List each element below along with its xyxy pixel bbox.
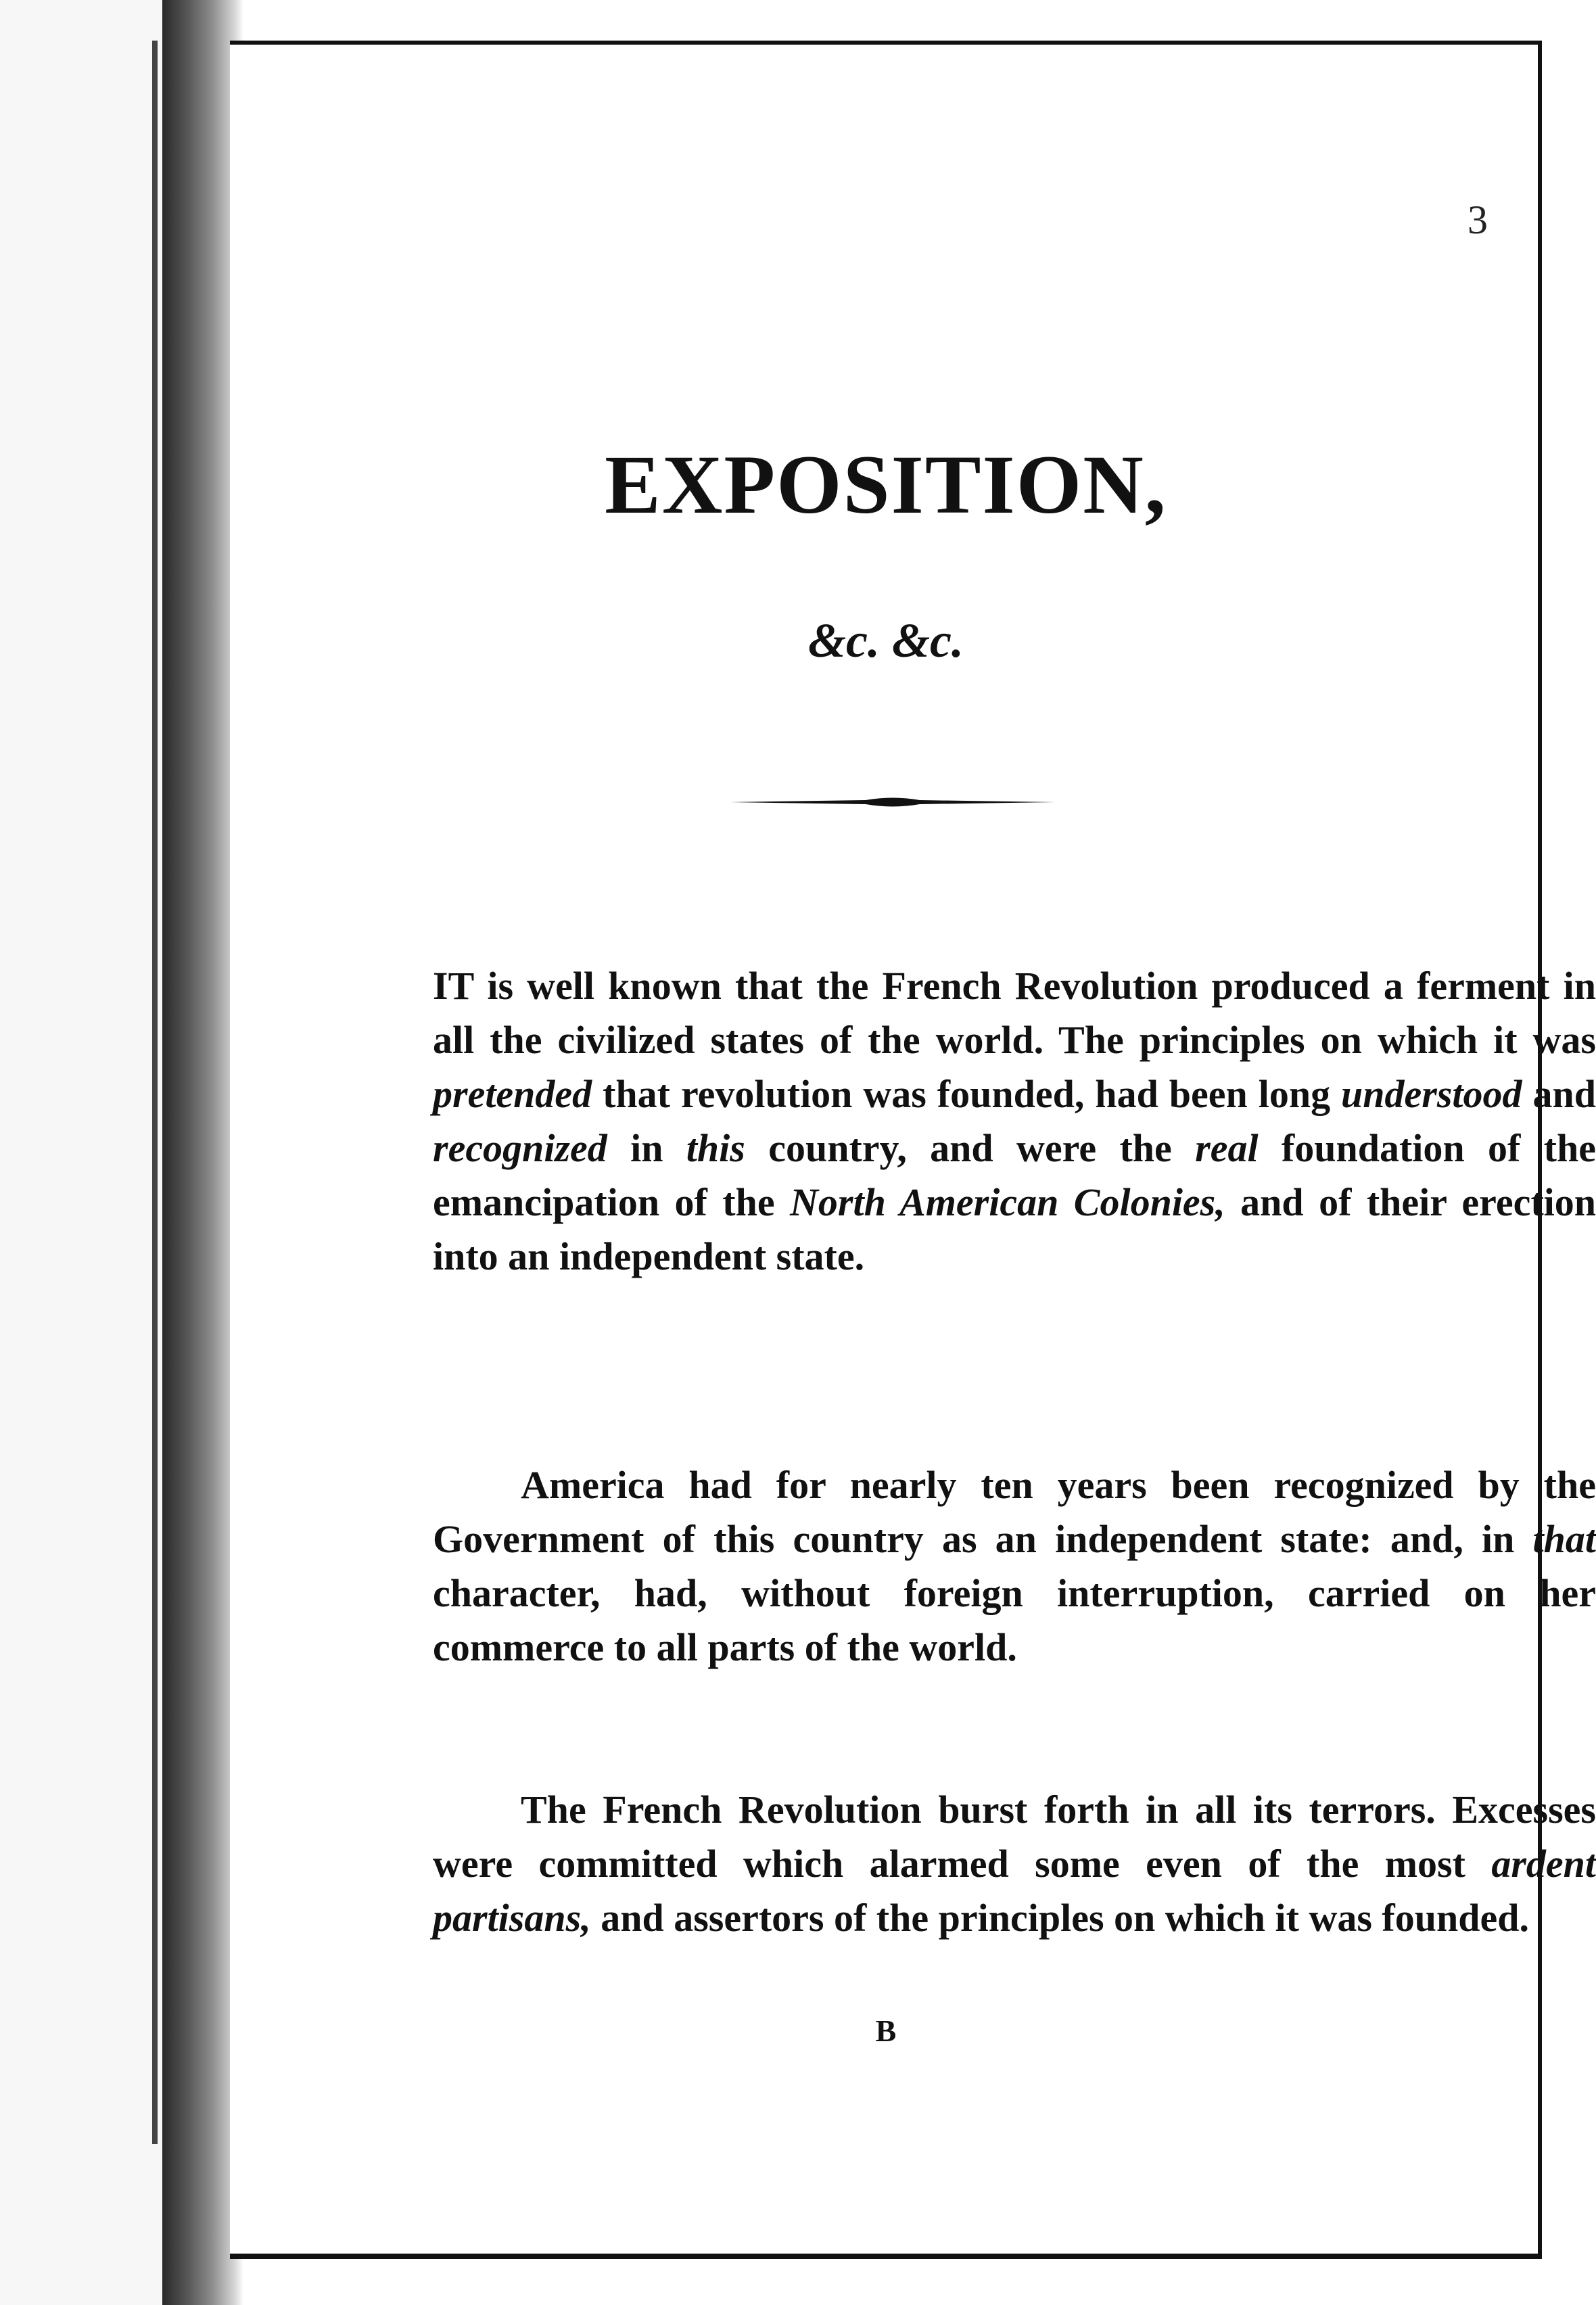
paragraph-segment: and [1522, 1072, 1596, 1116]
paragraph-segment: IT is well known that the French Revolution produced a ferment in all the civilized states of the world. The principles on which it was [433, 964, 1596, 1062]
paragraph-segment: and assertors of the principles on which it was founded. [590, 1896, 1530, 1940]
paragraph-segment: real [1195, 1126, 1259, 1170]
paragraph-segment: North American Colonies, [790, 1180, 1225, 1224]
paragraph-segment: ardent partisans, [433, 1842, 1596, 1940]
paragraph-segment: America had for nearly ten years been recognized by the Government of this country as an independent state: and, in [433, 1463, 1596, 1561]
page-number-mark: 3 [1468, 197, 1492, 242]
paragraph-segment: recognized [433, 1126, 607, 1170]
paragraph-segment: that revolution was founded, had been long [592, 1072, 1342, 1116]
paragraph-segment: this [686, 1126, 745, 1170]
paragraph-segment: character, had, without foreign interruption, carried on her commerce to all parts of the world. [433, 1571, 1596, 1669]
paragraph-segment: country, and were the [745, 1126, 1196, 1170]
paragraph-3 [433, 1783, 1596, 1945]
paragraph-segment: The French Revolution burst forth in all its terrors. Excesses were committed which alarmed some even of the most [433, 1788, 1596, 1886]
document-page [230, 41, 1596, 2259]
left-page-border [152, 41, 158, 2144]
ornament-rule-icon [730, 789, 1055, 816]
page-title: EXPOSITION, [605, 438, 1167, 531]
paragraph-segment: in [607, 1126, 686, 1170]
paragraph-segment: foundation of the emancipation of the [433, 1126, 1596, 1224]
paragraph-2 [433, 1458, 1596, 1675]
signature-mark: B [875, 2013, 897, 2048]
left-page-edge-area [0, 0, 165, 2305]
paragraph-segment: pretended [433, 1072, 592, 1116]
paragraph-1 [433, 959, 1596, 1284]
paragraph-segment: understood [1341, 1072, 1522, 1116]
page-subtitle: &c. &c. [808, 613, 964, 668]
paragraph-segment: and of their erection into an independent state. [433, 1180, 1596, 1278]
paragraph-segment: that [1532, 1517, 1596, 1561]
